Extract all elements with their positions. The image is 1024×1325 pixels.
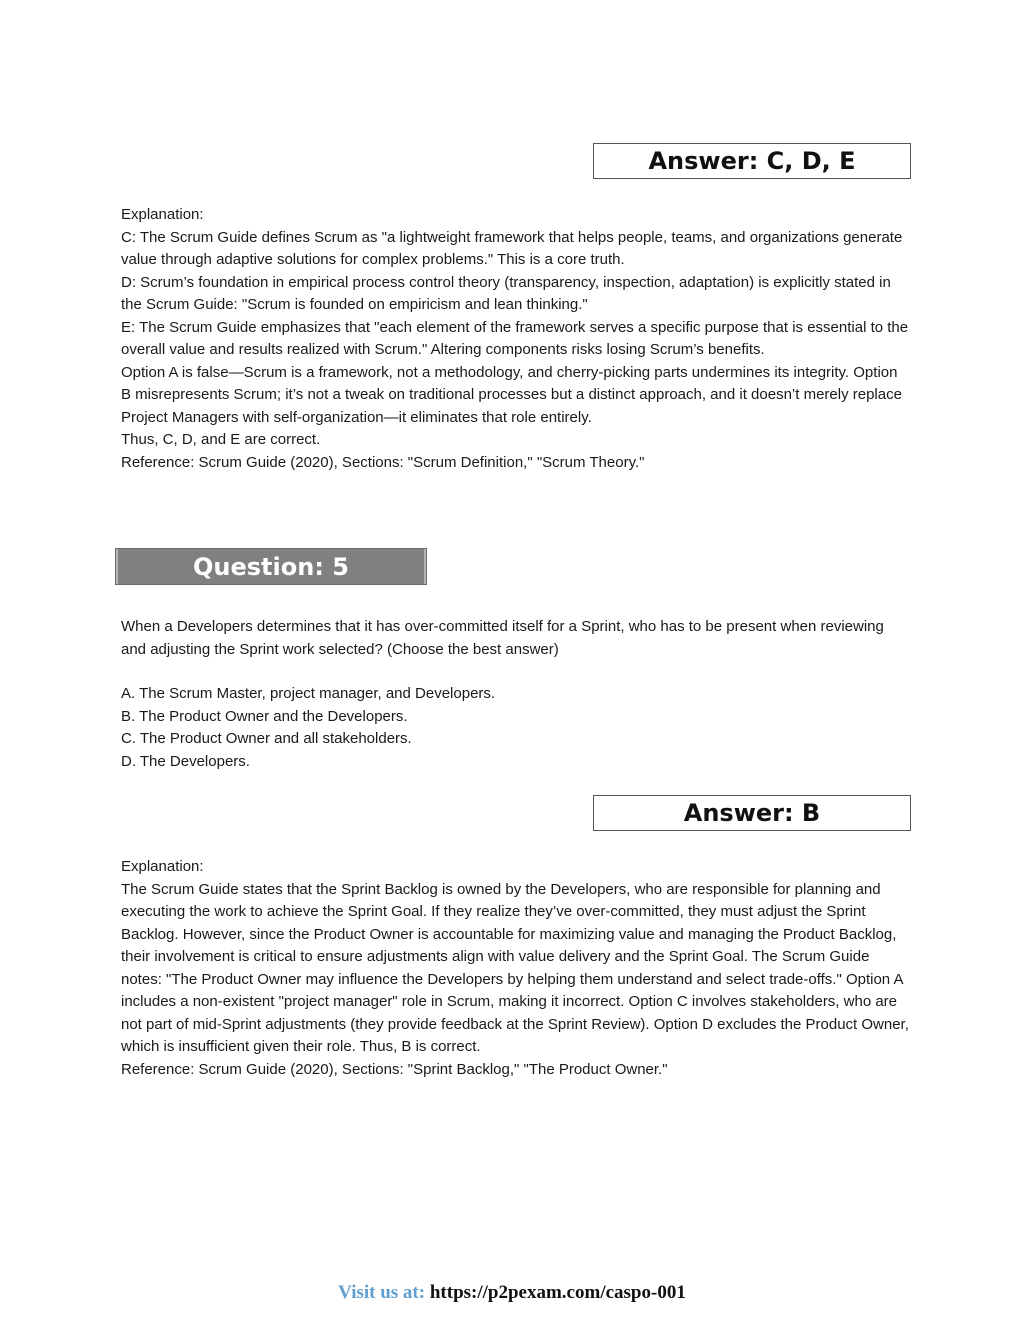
explanation-line: Thus, C, D, and E are correct. bbox=[121, 431, 321, 448]
footer bbox=[0, 1282, 1024, 1304]
explanation-block-2 bbox=[121, 856, 911, 1081]
option-c: C. The Product Owner and all stakeholders. bbox=[121, 730, 412, 747]
footer-url[interactable]: https://p2pexam.com/caspo-001 bbox=[429, 1282, 686, 1303]
explanation-line: Option A is false—Scrum is a framework, not a methodology, and cherry-picking parts undermines its integrity. Option B misrepresents Scrum; it’s not a tweak on traditional processes but a distinct approach, and it doesn’t merely replace Project Managers with self-organization—it eliminates that role entirely. bbox=[121, 363, 902, 426]
options-list bbox=[121, 683, 911, 773]
question-number: Question: 5 bbox=[193, 552, 349, 581]
explanation-line: The Scrum Guide states that the Sprint Backlog is owned by the Developers, who are responsible for planning and executing the work to achieve the Sprint Goal. If they realize they’ve over-committed, they must adjust the Sprint Backlog. However, since the Product Owner is accountable for maximizing value and managing the Product Backlog, their involvement is critical to ensure adjustments align with value delivery and the Sprint Goal. The Scrum Guide notes: "The Product Owner may influence the Developers by helping them understand and select trade-offs." Option A includes a non-existent "project manager" role in Scrum, making it incorrect. Option C involves stakeholders, who are not part of mid-Sprint adjustments (they provide feedback at the Sprint Review). Option D excludes the Product Owner, which is insufficient given their role. Thus, B is correct. bbox=[121, 880, 909, 1055]
answer-label: Answer: B bbox=[683, 799, 821, 827]
answer-box-2 bbox=[593, 795, 911, 831]
explanation-block-1 bbox=[121, 204, 911, 474]
option-d: D. The Developers. bbox=[121, 752, 250, 770]
explanation-heading: Explanation: bbox=[121, 858, 204, 875]
question-banner bbox=[115, 548, 427, 585]
question-text: When a Developers determines that it has over-committed itself for a Sprint, who has to be present when reviewing and adjusting the Sprint work selected? (Choose the best answer) bbox=[121, 618, 884, 658]
explanation-line: C: The Scrum Guide defines Scrum as "a lightweight framework that helps people, teams, and organizations generate value through adaptive solutions for complex problems." This is a core truth. bbox=[121, 228, 903, 268]
option-a: A. The Scrum Master, project manager, and Developers. bbox=[121, 685, 496, 702]
option-b: B. The Product Owner and the Developers. bbox=[121, 707, 408, 725]
explanation-line: Reference: Scrum Guide (2020), Sections: "Scrum Definition," "Scrum Theory." bbox=[121, 453, 645, 471]
explanation-line: E: The Scrum Guide emphasizes that "each element of the framework serves a specific purpose that is essential to the overall value and results realized with Scrum." Altering components risks losing Scrum’s benefits. bbox=[121, 318, 909, 358]
answer-box-1 bbox=[593, 143, 911, 179]
footer-label: Visit us at: bbox=[338, 1282, 426, 1303]
explanation-line: Reference: Scrum Guide (2020), Sections: "Sprint Backlog," "The Product Owner." bbox=[121, 1060, 668, 1078]
explanation-heading: Explanation: bbox=[121, 206, 204, 223]
explanation-line: D: Scrum’s foundation in empirical process control theory (transparency, inspection, adaptation) is explicitly stated in the Scrum Guide: "Scrum is founded on empiricism and lean thinking." bbox=[121, 273, 891, 313]
answer-label: Answer: C, D, E bbox=[648, 147, 856, 175]
question-text-block bbox=[121, 616, 911, 661]
